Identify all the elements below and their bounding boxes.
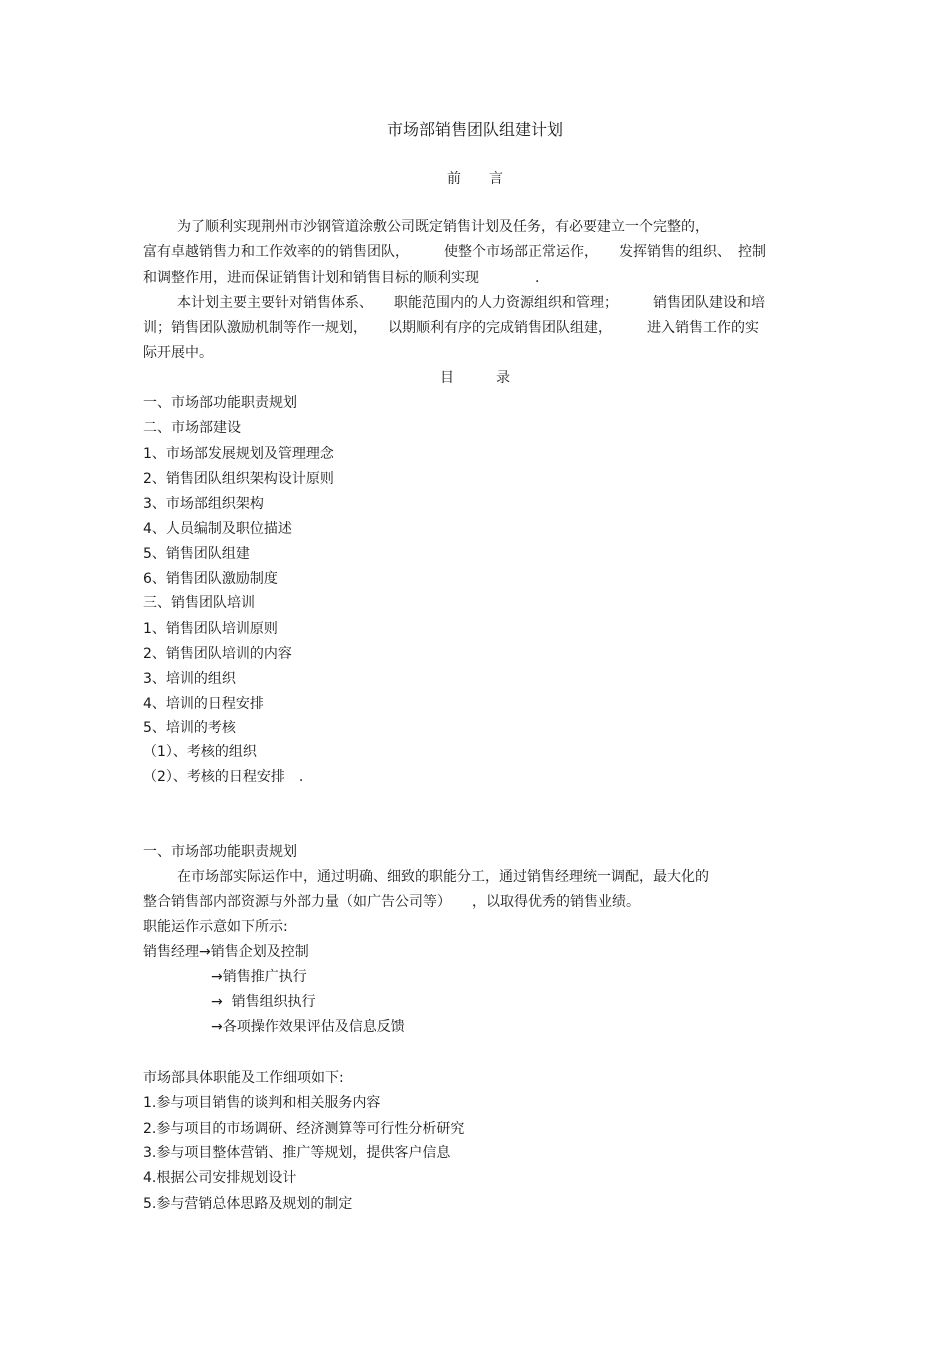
toc-item: 2、销售团队培训的内容 bbox=[143, 646, 292, 662]
toc-item: （1）、考核的组织 bbox=[143, 744, 257, 760]
flow-item: → 销售组织执行 bbox=[211, 994, 316, 1010]
duties-intro: 市场部具体职能及工作细项如下: bbox=[143, 1070, 344, 1086]
toc-item: 3、培训的组织 bbox=[143, 671, 236, 687]
duty-item: 5.参与营销总体思路及规划的制定 bbox=[143, 1196, 353, 1212]
duty-item: 3.参与项目整体营销、推广等规划，提供客户信息 bbox=[143, 1145, 451, 1161]
toc-item: 4、培训的日程安排 bbox=[143, 696, 264, 712]
document-title: 市场部销售团队组建计划 bbox=[386, 120, 563, 139]
preface-paragraph-1-line-2: 富有卓越销售力和工作效率的的销售团队， 使整个市场部正常运作， 发挥销售的组织、 控制 bbox=[143, 244, 766, 260]
toc-item: 一、市场部功能职责规划 bbox=[143, 395, 297, 411]
toc-item: （2）、考核的日程安排 . bbox=[143, 769, 304, 785]
section-1-heading: 一、市场部功能职责规划 bbox=[143, 844, 297, 860]
flow-item: →销售推广执行 bbox=[211, 969, 307, 985]
preface-paragraph-2-line-3: 际开展中。 bbox=[143, 345, 213, 361]
toc-item: 二、市场部建设 bbox=[143, 420, 241, 436]
toc-item: 3、市场部组织架构 bbox=[143, 496, 264, 512]
preface-heading: 前 言 bbox=[447, 171, 503, 187]
toc-item: 4、人员编制及职位描述 bbox=[143, 521, 292, 537]
toc-item: 2、销售团队组织架构设计原则 bbox=[143, 471, 334, 487]
duty-item: 1.参与项目销售的谈判和相关服务内容 bbox=[143, 1095, 381, 1111]
section-1-paragraph-line-1: 在市场部实际运作中，通过明确、细致的职能分工，通过销售经理统一调配，最大化的 bbox=[177, 869, 709, 885]
toc-item: 5、培训的考核 bbox=[143, 720, 236, 736]
section-1-paragraph-line-2: 整合销售部内部资源与外部力量（如广告公司等） ，以取得优秀的销售业绩。 bbox=[143, 894, 640, 910]
flow-item: →各项操作效果评估及信息反馈 bbox=[211, 1019, 405, 1035]
toc-item: 1、销售团队培训原则 bbox=[143, 621, 278, 637]
flow-root: 销售经理→销售企划及控制 bbox=[143, 944, 309, 960]
duty-item: 2.参与项目的市场调研、经济测算等可行性分析研究 bbox=[143, 1121, 465, 1137]
duty-item: 4.根据公司安排规划设计 bbox=[143, 1170, 297, 1186]
toc-item: 6、销售团队激励制度 bbox=[143, 571, 278, 587]
preface-paragraph-2-line-2: 训；销售团队激励机制等作一规划， 以期顺利有序的完成销售团队组建， 进入销售工作的实 bbox=[143, 320, 759, 336]
diagram-intro: 职能运作示意如下所示: bbox=[143, 919, 288, 935]
toc-item: 1、市场部发展规划及管理理念 bbox=[143, 446, 334, 462]
preface-paragraph-1-line-3: 和调整作用，进而保证销售计划和销售目标的顺利实现 . bbox=[143, 270, 540, 286]
preface-paragraph-2-line-1: 本计划主要主要针对销售体系、 职能范围内的人力资源组织和管理； 销售团队建设和培 bbox=[177, 295, 765, 311]
preface-paragraph-1-line-1: 为了顺利实现荆州市沙钢管道涂敷公司既定销售计划及任务，有必要建立一个完整的， bbox=[177, 219, 709, 235]
toc-item: 三、销售团队培训 bbox=[143, 595, 255, 611]
toc-heading: 目 录 bbox=[440, 370, 510, 386]
toc-item: 5、销售团队组建 bbox=[143, 546, 250, 562]
